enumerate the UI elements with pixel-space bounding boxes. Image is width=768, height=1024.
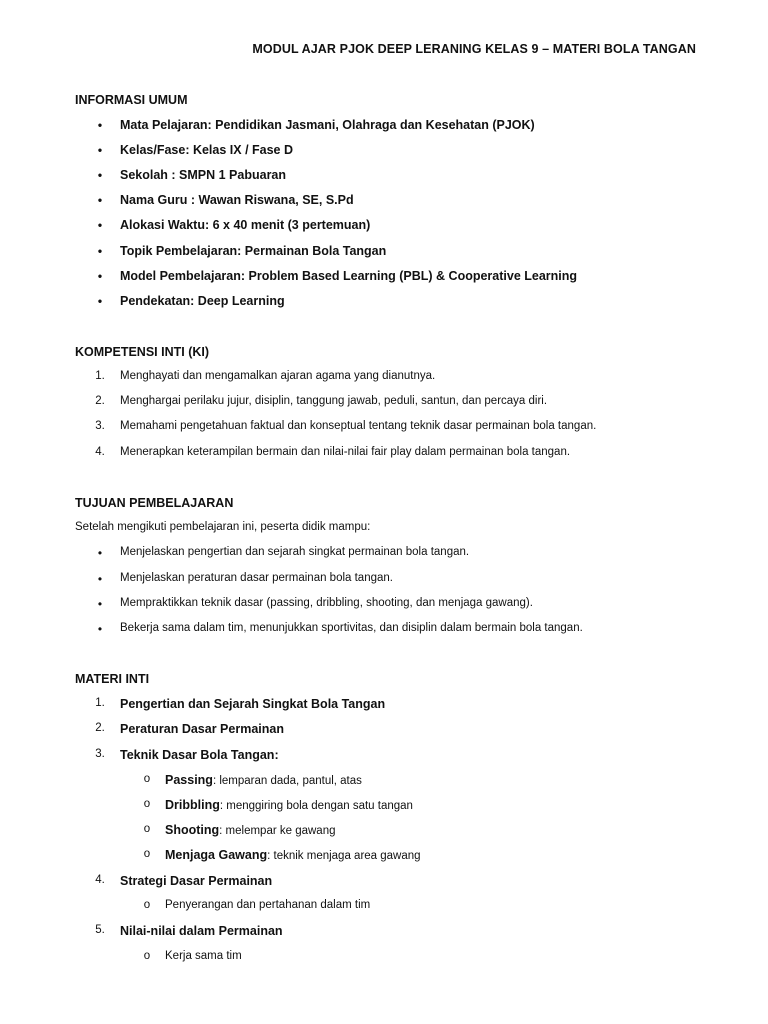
list-item-text: Alokasi Waktu: 6 x 40 menit (3 pertemuan) (120, 218, 371, 232)
sub-list-item (0, 773, 768, 791)
list-item (0, 294, 768, 312)
term: Passing (165, 773, 213, 787)
list-item (0, 168, 768, 186)
list-item (0, 143, 768, 161)
bullet-marker: • (97, 622, 103, 636)
bullet-marker: • (97, 269, 103, 283)
term: Shooting (165, 823, 220, 837)
list-item (0, 269, 768, 287)
number-marker: 4. (95, 874, 105, 886)
list-item-text: Pendekatan: Deep Learning (120, 294, 285, 308)
list-item-text: Menghargai perilaku jujur, disiplin, tanggung jawab, peduli, santun, dan percaya diri. (120, 395, 548, 407)
sub-list-item (0, 899, 768, 917)
list-item (0, 370, 768, 388)
list-item-text: Mempraktikkan teknik dasar (passing, dribbling, shooting, dan menjaga gawang). (120, 597, 533, 609)
list-item-text: Menjelaskan pengertian dan sejarah singkat permainan bola tangan. (120, 546, 470, 558)
list-item (0, 748, 768, 766)
list-item (0, 218, 768, 236)
list-item (0, 446, 768, 464)
section-heading-ki: KOMPETENSI INTI (KI) (75, 345, 210, 359)
list-item-text: Sekolah : SMPN 1 Pabuaran (120, 168, 287, 182)
list-item (0, 546, 768, 564)
list-item-text: Mata Pelajaran: Pendidikan Jasmani, Olahraga dan Kesehatan (PJOK) (120, 118, 535, 132)
list-item-text: Kelas/Fase: Kelas IX / Fase D (120, 143, 294, 157)
list-item-text: Nama Guru : Wawan Riswana, SE, S.Pd (120, 193, 354, 207)
sub-list-item-text: Kerja sama tim (165, 950, 242, 962)
list-item (0, 697, 768, 715)
list-item-text: Bekerja sama dalam tim, menunjukkan sportivitas, dan disiplin dalam bermain bola tangan. (120, 622, 583, 634)
bullet-marker: • (97, 218, 103, 232)
bullet-marker: • (97, 168, 103, 182)
sub-list-item (0, 950, 768, 968)
sub-marker: o (143, 899, 151, 911)
number-marker: 3. (95, 748, 105, 760)
sub-marker: o (143, 823, 151, 835)
section-heading-tujuan: TUJUAN PEMBELAJARAN (75, 496, 234, 510)
number-marker: 5. (95, 924, 105, 936)
sub-list-item-text: Penyerangan dan pertahanan dalam tim (165, 899, 371, 911)
list-item (0, 244, 768, 262)
term: Menjaga Gawang (165, 848, 268, 862)
document-header: MODUL AJAR PJOK DEEP LERANING KELAS 9 – MATERI BOLA TANGAN (252, 42, 696, 56)
sub-list-item (0, 848, 768, 866)
list-item (0, 572, 768, 590)
list-item-text: Pengertian dan Sejarah Singkat Bola Tangan (120, 697, 386, 711)
sub-list-item (0, 798, 768, 816)
number-marker: 3. (95, 420, 105, 432)
list-item-text: Peraturan Dasar Permainan (120, 722, 284, 736)
list-item-text: Topik Pembelajaran: Permainan Bola Tangan (120, 244, 387, 258)
term: Dribbling (165, 798, 220, 812)
list-item-text: Teknik Dasar Bola Tangan: (120, 748, 279, 762)
list-item (0, 722, 768, 740)
bullet-marker: • (97, 244, 103, 258)
section-heading-informasi: INFORMASI UMUM (75, 93, 188, 107)
sub-list-item (0, 823, 768, 841)
list-item-text: Menjelaskan peraturan dasar permainan bola tangan. (120, 572, 393, 584)
section-heading-materi: MATERI INTI (75, 672, 150, 686)
list-item-text: Menghayati dan mengamalkan ajaran agama yang dianutnya. (120, 370, 436, 382)
list-item-text: Menerapkan keterampilan bermain dan nilai-nilai fair play dalam permainan bola tangan. (120, 446, 571, 458)
term-description: : lemparan dada, pantul, atas (212, 775, 362, 787)
list-item (0, 597, 768, 615)
bullet-marker: • (97, 597, 103, 611)
bullet-marker: • (97, 546, 103, 560)
bullet-marker: • (97, 118, 103, 132)
number-marker: 2. (95, 722, 105, 734)
sub-marker: o (143, 848, 151, 860)
number-marker: 4. (95, 446, 105, 458)
list-item-text: Strategi Dasar Permainan (120, 874, 273, 888)
sub-marker: o (143, 773, 151, 785)
bullet-marker: • (97, 294, 103, 308)
sub-marker: o (143, 950, 151, 962)
bullet-marker: • (97, 143, 103, 157)
term-description: : menggiring bola dengan satu tangan (219, 800, 413, 812)
list-item (0, 622, 768, 640)
list-item-text: Memahami pengetahuan faktual dan konseptual tentang teknik dasar permainan bola tangan. (120, 420, 597, 432)
sub-marker: o (143, 798, 151, 810)
list-item (0, 395, 768, 413)
number-marker: 1. (95, 697, 105, 709)
list-item-text: Model Pembelajaran: Problem Based Learning (PBL) & Cooperative Learning (120, 269, 578, 283)
bullet-marker: • (97, 193, 103, 207)
term-description: : teknik menjaga area gawang (267, 850, 421, 862)
tujuan-intro: Setelah mengikuti pembelajaran ini, peserta didik mampu: (75, 521, 371, 533)
term-description: : melempar ke gawang (219, 825, 336, 837)
list-item (0, 924, 768, 942)
number-marker: 2. (95, 395, 105, 407)
list-item (0, 420, 768, 438)
list-item (0, 118, 768, 136)
list-item (0, 193, 768, 211)
number-marker: 1. (95, 370, 105, 382)
list-item-text: Nilai-nilai dalam Permainan (120, 924, 283, 938)
list-item (0, 874, 768, 892)
bullet-marker: • (97, 572, 103, 586)
